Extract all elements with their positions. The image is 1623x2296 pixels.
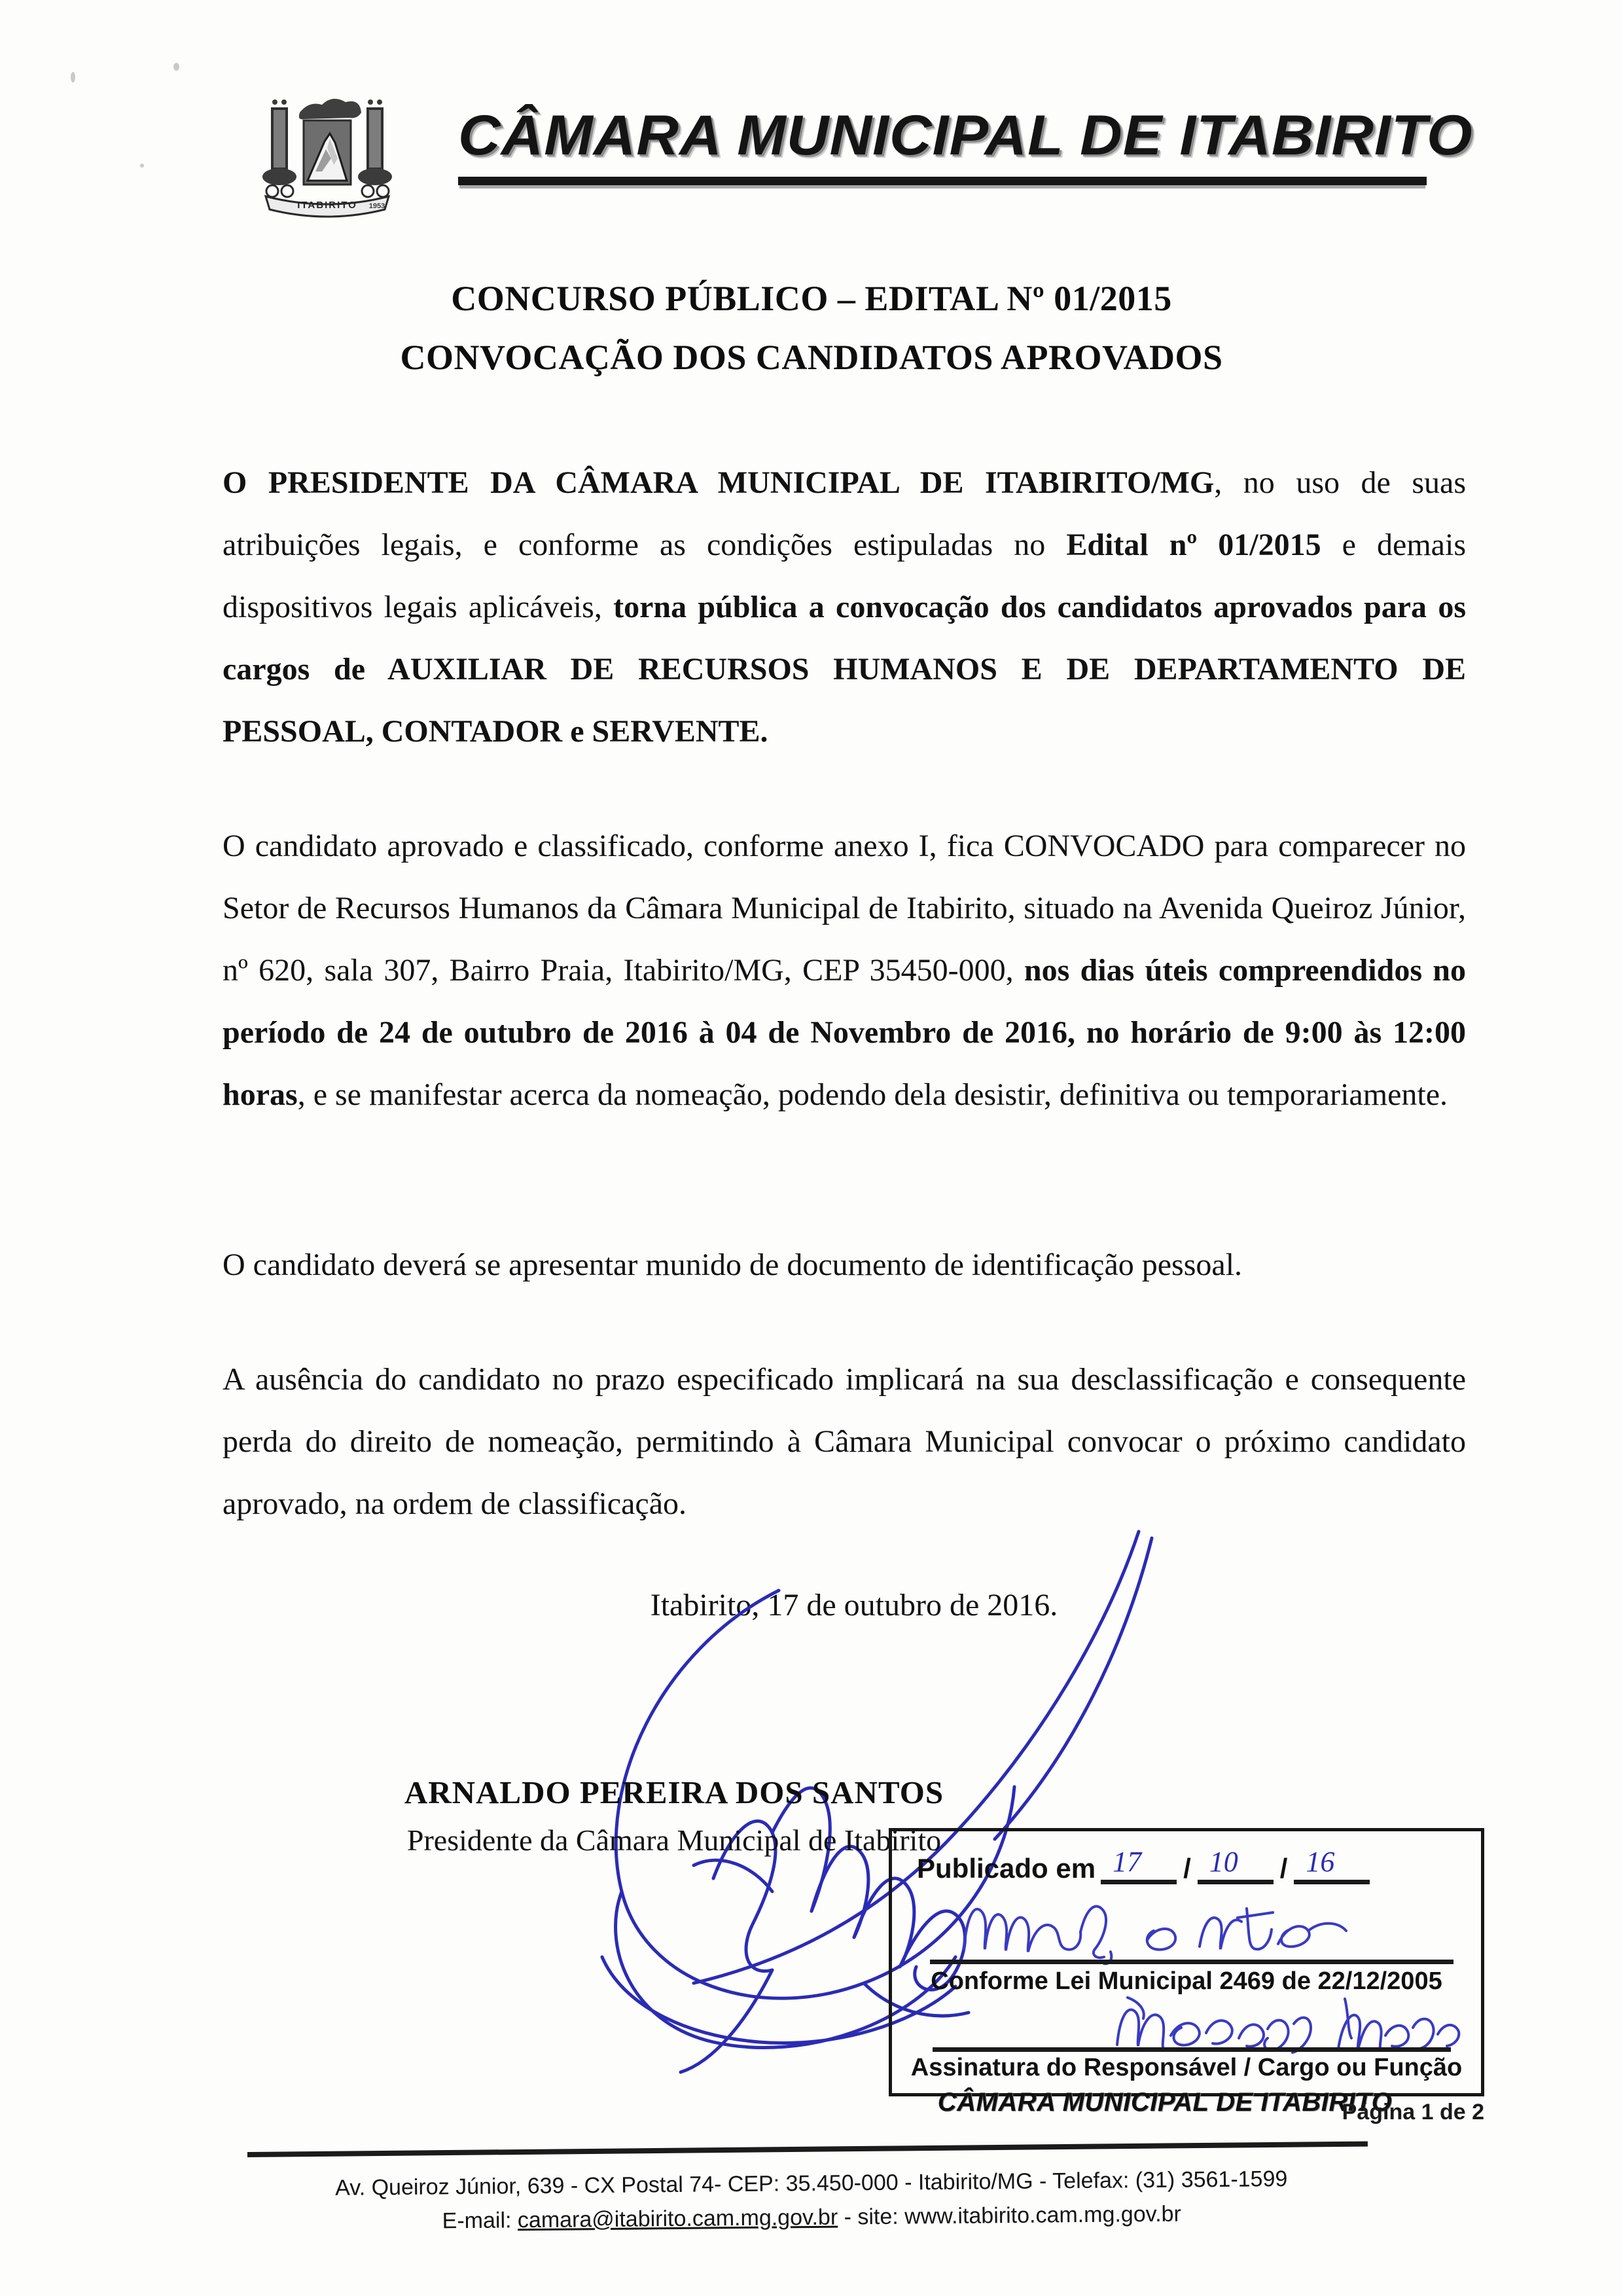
- svg-text:1953: 1953: [368, 202, 385, 210]
- publication-stamp: [889, 1828, 1484, 2096]
- stamp-caption-law: Conforme Lei Municipal 2469 de 22/12/2005: [931, 1967, 1442, 1995]
- signer-role: Presidente da Câmara Municipal de Itabirito: [406, 1823, 942, 1857]
- stamp-slash-2: /: [1279, 1853, 1288, 1884]
- stamp-slash-1: /: [1183, 1853, 1191, 1884]
- page-number: Página 1 de 2: [1342, 2100, 1484, 2125]
- organization-title: CÂMARA MUNICIPAL DE ITABIRITO: [458, 104, 1473, 167]
- paragraph-preamble: [223, 452, 1466, 762]
- stamp-rule-place: [930, 1960, 1454, 1964]
- footer-email-value[interactable]: camara@itabirito.cam.mg.gov.br: [517, 2204, 838, 2233]
- paragraph-absence: A ausência do candidato no prazo especificado implicará na sua desclassificação e consequente perda do direito de nomeação, permitindo à Câmara Municipal convocar o próximo candidato aprovado, na ordem de classificação.: [223, 1362, 1466, 1521]
- para1-declaration: torna pública a convocação dos candidatos aprovados para os cargos de AUXILIAR DE RECURSOS HUMANOS E DE DEPARTAMENTO DE PESSOAL, CONTADOR e SERVENTE.: [223, 590, 1467, 749]
- stamp-month-value: 10: [1209, 1846, 1238, 1878]
- stamp-organization-name: CÂMARA MUNICIPAL DE ITABIRITO: [937, 2088, 1393, 2117]
- para1-edital: Edital nº 01/2015: [1066, 528, 1321, 562]
- para2-text-c: , e se manifestar acerca da nomeação, podendo dela desistir, definitiva ou temporariamente.: [297, 1077, 1448, 1112]
- stamp-rule-signature: [933, 2047, 1451, 2052]
- para2-text-a: O candidato aprovado e classificado, conforme anexo I, fica CONVOCADO para comparecer no Setor de Recursos Humanos da Câmara Municipal de Itabirito, situado na Avenida Queiroz Júnior, nº 620, sala 307, Bairro Praia, Itabirito/MG, CEP 35450-000,: [223, 829, 1466, 988]
- para1-officer: O PRESIDENTE DA CÂMARA MUNICIPAL DE ITABIRITO/MG: [223, 465, 1215, 500]
- stamp-published-row: [917, 1846, 1459, 1884]
- para1-text-d: e demais dispositivos legais aplicáveis,: [223, 528, 1466, 624]
- stamp-day-value: 17: [1113, 1846, 1142, 1878]
- stamp-year-blank[interactable]: [1294, 1846, 1370, 1884]
- footer-rule: [247, 2142, 1368, 2157]
- stamp-handwritten-place: [951, 1884, 1370, 1969]
- footer-email-label: E-mail:: [442, 2208, 518, 2234]
- para1-text-b: , no uso de suas atribuições legais, e conforme as condições estipuladas no: [223, 465, 1466, 562]
- document-title-line-2: CONVOCAÇÃO DOS CANDIDATOS APROVADOS: [400, 338, 1223, 377]
- stamp-day-blank[interactable]: [1101, 1846, 1177, 1884]
- signer-name: ARNALDO PEREIRA DOS SANTOS: [404, 1774, 944, 1810]
- paragraph-identification: O candidato deverá se apresentar munido de documento de identificação pessoal.: [223, 1247, 1243, 1282]
- header-rule: [458, 177, 1427, 185]
- stamp-published-label: Publicado em: [917, 1853, 1096, 1884]
- stamp-year-value: 16: [1306, 1846, 1335, 1878]
- coat-of-arms-icon: [257, 93, 398, 221]
- document-footer: [0, 2159, 1623, 2242]
- stamp-month-blank[interactable]: [1198, 1846, 1274, 1884]
- svg-text:ITABIRITO: ITABIRITO: [297, 200, 357, 211]
- footer-site-value[interactable]: www.itabirito.cam.mg.gov.br: [904, 2201, 1181, 2229]
- footer-site-label: - site:: [837, 2204, 905, 2230]
- scan-speckle: [173, 63, 179, 71]
- paragraph-summons: [223, 815, 1466, 1126]
- stamp-caption-signature: Assinatura do Responsável / Cargo ou Função: [910, 2054, 1463, 2081]
- date-line: Itabirito, 17 de outubro de 2016.: [650, 1588, 1058, 1623]
- para2-period: nos dias úteis compreendidos no período de 24 de outubro de 2016 à 04 de Novembro de 2016, no horário de 9:00 às 12:00 horas: [223, 953, 1466, 1112]
- document-title-line-1: CONCURSO PÚBLICO – EDITAL Nº 01/2015: [451, 279, 1172, 318]
- document-header: [0, 79, 1623, 229]
- footer-address: Av. Queiroz Júnior, 639 - CX Postal 74- CEP: 35.450-000 - Itabirito/MG - Telefax: (31) 3561-1599: [334, 2166, 1288, 2200]
